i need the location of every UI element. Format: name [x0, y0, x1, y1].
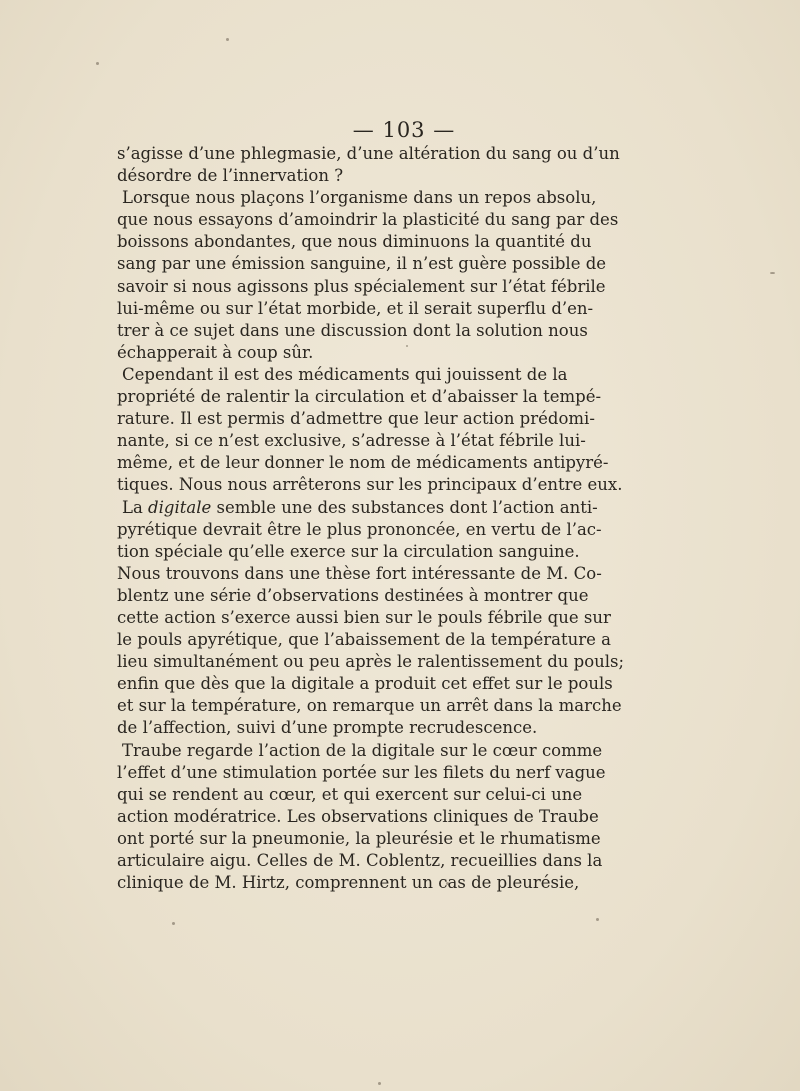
text-line: même, et de leur donner le nom de médicaments antipyré-	[117, 453, 609, 473]
text-line: boissons abondantes, que nous diminuons la quantité du	[117, 232, 592, 252]
text-line: enfin que dès que la digitale a produit cet effet sur le pouls	[117, 674, 613, 694]
text-line: de l’affection, suivi d’une prompte recrudescence.	[117, 718, 538, 738]
text-line: le pouls apyrétique, que l’abaissement de la température a	[117, 630, 611, 650]
paper-speck	[770, 272, 775, 274]
body-text	[117, 143, 625, 894]
paper-speck	[378, 1082, 381, 1085]
text-line: blentz une série d’observations destinées à montrer que	[117, 585, 589, 605]
text-line: s’agisse d’une phlegmasie, d’une altération du sang ou d’un	[117, 144, 620, 163]
text-line: ont porté sur la pneumonie, la pleurésie et le rhumatisme	[117, 828, 601, 848]
page-number: — 103 —	[352, 118, 456, 142]
text-line: tion spéciale qu’elle exerce sur la circulation sanguine.	[117, 541, 580, 561]
text-line: lui-même ou sur l’état morbide, et il serait superflu d’en-	[117, 298, 594, 318]
text-line: nante, si ce n’est exclusive, s’adresse à l’état fébrile lui-	[117, 431, 586, 451]
text-line: l’effet d’une stimulation portée sur les filets du nerf vague	[117, 762, 606, 782]
text-line: clinique de M. Hirtz, comprennent un cas de pleurésie,	[117, 873, 580, 893]
text-line	[117, 497, 598, 519]
text-line: lieu simultanément ou peu après le ralentissement du pouls;	[117, 652, 625, 672]
text-line: Nous trouvons dans une thèse fort intéressante de M. Co-	[117, 563, 602, 583]
text-line: rature. Il est permis d’admettre que leur action prédomi-	[117, 409, 595, 429]
text-line: que nous essayons d’amoindrir la plasticité du sang par des	[117, 210, 619, 230]
text-line: et sur la température, on remarque un arrêt dans la marche	[117, 696, 622, 716]
text-line-part: La	[122, 497, 149, 517]
text-line: cette action s’exerce aussi bien sur le pouls fébrile que sur	[117, 607, 611, 627]
text-line: trer à ce sujet dans une discussion dont la solution nous	[117, 320, 588, 340]
text-line: désordre de l’innervation ?	[117, 166, 344, 186]
text-line: articulaire aigu. Celles de M. Coblentz, recueillies dans la	[117, 851, 603, 870]
text-line: tiques. Nous nous arrêterons sur les principaux d’entre eux.	[117, 475, 623, 495]
text-line: Cependant il est des médicaments qui jouissent de la	[122, 364, 568, 384]
text-line: propriété de ralentir la circulation et d’abaisser la tempé-	[117, 387, 602, 407]
italic-term: digitale	[148, 497, 212, 517]
text-line: action modératrice. Les observations cliniques de Traube	[117, 806, 599, 826]
text-line-part: semble une des substances dont l’action anti-	[211, 497, 598, 517]
paper-speck	[96, 62, 99, 65]
text-line: Traube regarde l’action de la digitale sur le cœur comme	[122, 740, 603, 760]
text-line: échapperait à coup sûr.	[117, 342, 314, 362]
text-line: Lorsque nous plaçons l’organisme dans un repos absolu,	[122, 188, 597, 208]
text-line: pyrétique devrait être le plus prononcée, en vertu de l’ac-	[117, 519, 602, 539]
paper-speck	[172, 922, 175, 925]
text-line: qui se rendent au cœur, et qui exercent sur celui-ci une	[117, 784, 583, 804]
text-line: savoir si nous agissons plus spécialement sur l’état fébrile	[117, 276, 606, 296]
paper-speck	[596, 918, 599, 921]
paper-speck	[226, 38, 229, 41]
text-line: sang par une émission sanguine, il n’est guère possible de	[117, 254, 607, 274]
